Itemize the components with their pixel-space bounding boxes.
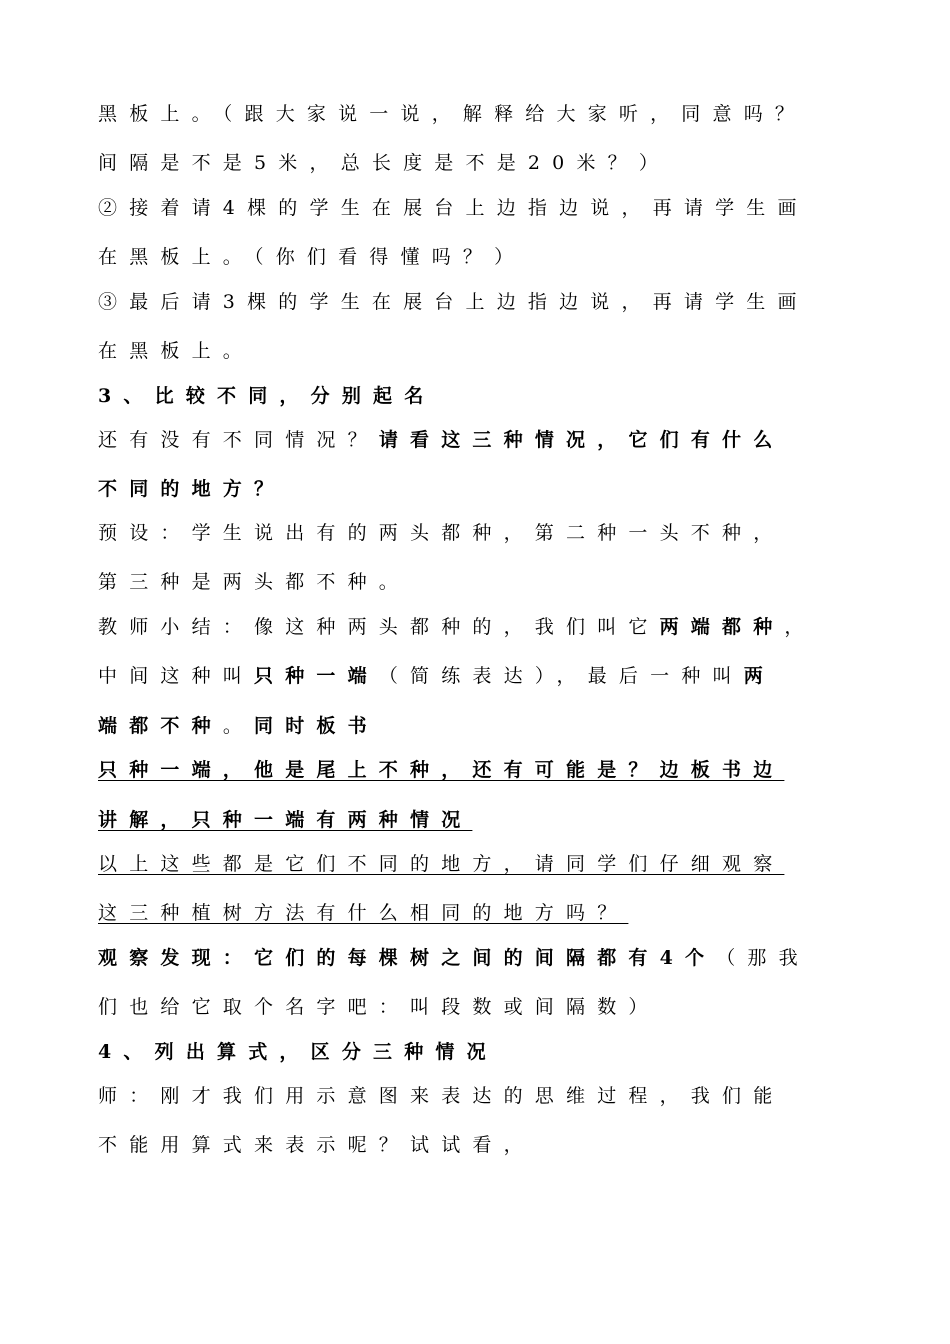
text-line — [98, 151, 670, 175]
text-segment: 黑板上。（跟大家说一说，解释给大家听，同意吗？ — [98, 103, 807, 125]
text-segment: 以上这些都是它们不同的地方，请同学们仔细观察 — [98, 853, 785, 875]
text-segment: 第三种是两头都不种。 — [98, 571, 411, 593]
text-line — [98, 852, 784, 876]
text-line — [98, 758, 784, 782]
text-line — [98, 995, 660, 1019]
text-segment: 4、列出算式，区分三种情况 — [98, 1041, 498, 1063]
text-line — [98, 664, 775, 688]
text-segment: 只种一端，他是尾上不种，还有可能是？边板书边 — [98, 759, 785, 781]
text-segment: 们也给它取个名字吧：叫段数或间隔数） — [98, 996, 660, 1018]
text-line — [98, 946, 810, 970]
text-segment: 请看这三种情况，它们有什么 — [378, 429, 785, 451]
text-line — [98, 339, 254, 363]
text-line — [98, 428, 784, 452]
text-segment: 教师小结：像这种两头都种的，我们叫它 — [98, 616, 660, 638]
text-segment: （那我 — [716, 947, 810, 969]
text-segment: 3、比较不同，分别起名 — [98, 385, 436, 407]
text-segment: ②接着请4棵的学生在展台上边指边说，再请学生画 — [98, 197, 809, 219]
text-line — [98, 1133, 535, 1157]
text-line — [98, 477, 285, 501]
text-segment: 两端都种 — [659, 616, 785, 638]
text-segment: 预设：学生说出有的两头都种，第二种一头不种， — [98, 522, 785, 544]
text-segment: ③最后请3棵的学生在展台上边指边说，再请学生画 — [98, 291, 809, 313]
text-segment: 中间这种叫 — [98, 665, 255, 687]
text-segment: 讲解，只种一端有两种情况 — [98, 809, 473, 831]
text-segment: 两 — [743, 665, 775, 687]
text-segment: 这三种植树方法有什么相同的地方吗？ — [98, 902, 629, 924]
section-heading — [98, 384, 435, 408]
text-line — [98, 808, 472, 832]
text-segment: 还有没有不同情况？ — [98, 429, 379, 451]
text-segment: 观察发现：它们的每棵树之间的间隔都有4个 — [98, 947, 717, 969]
text-line — [98, 102, 806, 126]
text-segment: 只种一端 — [254, 665, 379, 687]
text-segment: 间隔是不是5米，总长度是不是20米？） — [98, 152, 671, 174]
text-line — [98, 290, 809, 314]
text-line — [98, 1084, 784, 1108]
text-segment: 同时板书 — [254, 715, 379, 737]
text-segment: 。 — [222, 715, 255, 737]
text-segment: 在黑板上。 — [98, 340, 255, 362]
text-segment: 不能用算式来表示呢？试试看， — [98, 1134, 535, 1156]
text-segment: 不同的地方？ — [98, 478, 286, 500]
text-line — [98, 521, 784, 545]
text-segment: 在黑板上。（你们看得懂吗？） — [98, 246, 526, 268]
text-line — [98, 245, 525, 269]
text-line — [98, 615, 816, 639]
text-segment: ， — [784, 616, 816, 638]
section-heading — [98, 1040, 498, 1064]
text-line — [98, 901, 628, 925]
text-line — [98, 196, 809, 220]
text-line — [98, 714, 379, 738]
text-segment: 端都不种 — [98, 715, 223, 737]
text-line — [98, 570, 410, 594]
text-segment: （简练表达），最后一种叫 — [378, 665, 744, 687]
text-segment: 师：刚才我们用示意图来表达的思维过程，我们能 — [98, 1085, 785, 1107]
